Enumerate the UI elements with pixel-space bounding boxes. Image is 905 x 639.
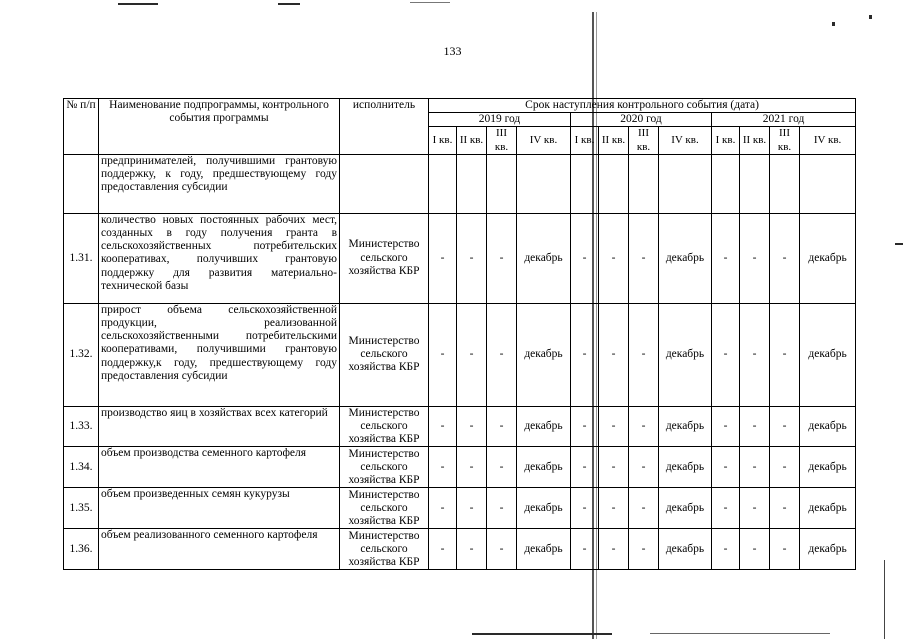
row-event-name: количество новых постоянных рабочих мест, созданных в году получения гранта в сельскохозяйственных потребительских кооперативах, получивших грантовую поддержку для развития материально-технической базы — [99, 213, 340, 303]
row-term-cell: - — [770, 447, 800, 488]
table-row — [64, 406, 856, 447]
row-term-cell: декабрь — [517, 529, 571, 570]
row-term-cell — [800, 154, 856, 213]
row-event-name: производство яиц в хозяйствах всех категорий — [99, 406, 340, 447]
row-event-name: объем произведенных семян кукурузы — [99, 488, 340, 529]
row-term-cell — [457, 154, 487, 213]
row-event-name: объем производства семенного картофеля — [99, 447, 340, 488]
row-term-cell: - — [712, 529, 740, 570]
table-row — [64, 213, 856, 303]
scan-bottom-line — [472, 633, 612, 635]
header-quarter-3-4: IV кв. — [800, 127, 856, 154]
row-term-cell: декабрь — [517, 303, 571, 406]
scan-right-edge-dash — [895, 243, 903, 245]
header-quarter-1-2: II кв. — [457, 127, 487, 154]
scan-bottom-line-2 — [650, 633, 830, 634]
table-body — [64, 154, 856, 570]
row-term-cell: декабрь — [659, 488, 712, 529]
row-number: 1.32. — [64, 303, 99, 406]
row-term-cell: декабрь — [800, 303, 856, 406]
row-term-cell: - — [770, 303, 800, 406]
row-term-cell: декабрь — [800, 406, 856, 447]
row-term-cell — [599, 154, 629, 213]
header-quarter-1-3: III кв. — [487, 127, 517, 154]
row-term-cell: - — [429, 406, 457, 447]
header-quarter-1-4: IV кв. — [517, 127, 571, 154]
row-executor: Министерство сельского хозяйства КБР — [340, 488, 429, 529]
row-executor: Министерство сельского хозяйства КБР — [340, 529, 429, 570]
header-quarter-3-2: II кв. — [740, 127, 770, 154]
page-number: 133 — [443, 44, 462, 58]
row-term-cell: - — [457, 447, 487, 488]
scan-right-dot-2 — [869, 15, 872, 19]
scan-right-dot — [832, 22, 835, 26]
row-term-cell — [571, 154, 599, 213]
row-term-cell: декабрь — [659, 529, 712, 570]
row-term-cell: - — [599, 447, 629, 488]
row-term-cell: - — [457, 303, 487, 406]
scan-right-edge-line — [884, 560, 885, 639]
row-term-cell: - — [629, 447, 659, 488]
row-term-cell — [712, 154, 740, 213]
row-term-cell: - — [599, 213, 629, 303]
row-term-cell: - — [571, 406, 599, 447]
row-term-cell: - — [571, 447, 599, 488]
row-term-cell: - — [629, 529, 659, 570]
row-term-cell: - — [712, 447, 740, 488]
row-term-cell: декабрь — [800, 447, 856, 488]
header-term: Срок наступления контрольного события (дата) — [429, 99, 856, 113]
row-term-cell: - — [740, 213, 770, 303]
row-term-cell: - — [599, 488, 629, 529]
row-term-cell: - — [740, 406, 770, 447]
row-term-cell — [487, 154, 517, 213]
row-term-cell: декабрь — [659, 447, 712, 488]
row-term-cell: - — [629, 213, 659, 303]
row-term-cell: - — [487, 406, 517, 447]
row-executor: Министерство сельского хозяйства КБР — [340, 213, 429, 303]
row-term-cell: декабрь — [659, 303, 712, 406]
header-quarter-2-3: III кв. — [629, 127, 659, 154]
scan-mark-top-mid — [278, 3, 300, 5]
header-quarter-3-3: III кв. — [770, 127, 800, 154]
row-term-cell: - — [770, 488, 800, 529]
row-term-cell: - — [487, 213, 517, 303]
row-term-cell: декабрь — [800, 529, 856, 570]
row-term-cell: - — [740, 447, 770, 488]
header-year-2021: 2021 год — [712, 113, 856, 127]
row-term-cell: декабрь — [800, 213, 856, 303]
row-term-cell: - — [740, 529, 770, 570]
row-term-cell: - — [770, 213, 800, 303]
row-number: 1.36. — [64, 529, 99, 570]
row-executor: Министерство сельского хозяйства КБР — [340, 406, 429, 447]
row-term-cell: - — [429, 213, 457, 303]
row-term-cell: - — [429, 529, 457, 570]
row-term-cell: - — [770, 529, 800, 570]
row-term-cell: декабрь — [517, 213, 571, 303]
row-event-name: прирост объема сельскохозяйственной продукции, реализованной сельскохозяйственными потребительскими кооперативами, получившими грантовую поддержку,к году, предшествующему году предоставления субсидии — [99, 303, 340, 406]
row-term-cell: - — [487, 488, 517, 529]
row-term-cell: - — [457, 213, 487, 303]
row-term-cell: - — [599, 406, 629, 447]
scan-mark-top-left — [118, 3, 158, 5]
row-event-name: объем реализованного семенного картофеля — [99, 529, 340, 570]
row-term-cell: - — [429, 303, 457, 406]
row-term-cell: - — [629, 303, 659, 406]
scan-mark-top-right — [410, 2, 450, 3]
row-term-cell: - — [429, 488, 457, 529]
header-quarter-3-1: I кв. — [712, 127, 740, 154]
row-term-cell: - — [571, 529, 599, 570]
row-number: 1.35. — [64, 488, 99, 529]
row-term-cell — [629, 154, 659, 213]
header-name: Наименование подпрограммы, контрольного события программы — [99, 99, 340, 155]
row-term-cell: - — [712, 303, 740, 406]
row-number: 1.33. — [64, 406, 99, 447]
control-events-table — [63, 98, 856, 570]
row-executor — [340, 154, 429, 213]
row-term-cell: - — [740, 488, 770, 529]
row-term-cell: - — [429, 447, 457, 488]
row-term-cell: - — [487, 303, 517, 406]
table-row — [64, 529, 856, 570]
row-term-cell — [740, 154, 770, 213]
row-term-cell — [517, 154, 571, 213]
row-term-cell: - — [457, 529, 487, 570]
row-term-cell: - — [770, 406, 800, 447]
row-executor: Министерство сельского хозяйства КБР — [340, 303, 429, 406]
row-term-cell: - — [571, 488, 599, 529]
row-term-cell — [770, 154, 800, 213]
row-event-name: предпринимателей, получившими грантовую поддержку, к году, предшествующему году предоставления субсидии — [99, 154, 340, 213]
header-quarter-2-1: I кв. — [571, 127, 599, 154]
row-term-cell: - — [599, 303, 629, 406]
row-term-cell — [429, 154, 457, 213]
row-term-cell: декабрь — [517, 447, 571, 488]
row-term-cell: декабрь — [517, 406, 571, 447]
row-term-cell — [659, 154, 712, 213]
row-term-cell: - — [571, 213, 599, 303]
row-term-cell: - — [712, 406, 740, 447]
row-term-cell: - — [571, 303, 599, 406]
row-term-cell: декабрь — [800, 488, 856, 529]
table-row — [64, 447, 856, 488]
row-term-cell: - — [487, 529, 517, 570]
row-number — [64, 154, 99, 213]
row-term-cell: - — [712, 213, 740, 303]
header-executor: исполнитель — [340, 99, 429, 155]
header-quarter-1-1: I кв. — [429, 127, 457, 154]
row-term-cell: декабрь — [659, 406, 712, 447]
header-quarter-2-4: IV кв. — [659, 127, 712, 154]
row-term-cell: - — [629, 406, 659, 447]
row-term-cell: декабрь — [517, 488, 571, 529]
row-term-cell: - — [457, 406, 487, 447]
row-term-cell: - — [599, 529, 629, 570]
row-term-cell: - — [457, 488, 487, 529]
row-term-cell: декабрь — [659, 213, 712, 303]
table-row — [64, 154, 856, 213]
row-term-cell: - — [487, 447, 517, 488]
table-row — [64, 303, 856, 406]
row-term-cell: - — [712, 488, 740, 529]
row-number: 1.34. — [64, 447, 99, 488]
row-term-cell: - — [740, 303, 770, 406]
row-executor: Министерство сельского хозяйства КБР — [340, 447, 429, 488]
row-number: 1.31. — [64, 213, 99, 303]
row-term-cell: - — [629, 488, 659, 529]
header-year-2020: 2020 год — [571, 113, 712, 127]
table-row — [64, 488, 856, 529]
header-num: № п/п — [64, 99, 99, 155]
header-year-2019: 2019 год — [429, 113, 571, 127]
header-quarter-2-2: II кв. — [599, 127, 629, 154]
